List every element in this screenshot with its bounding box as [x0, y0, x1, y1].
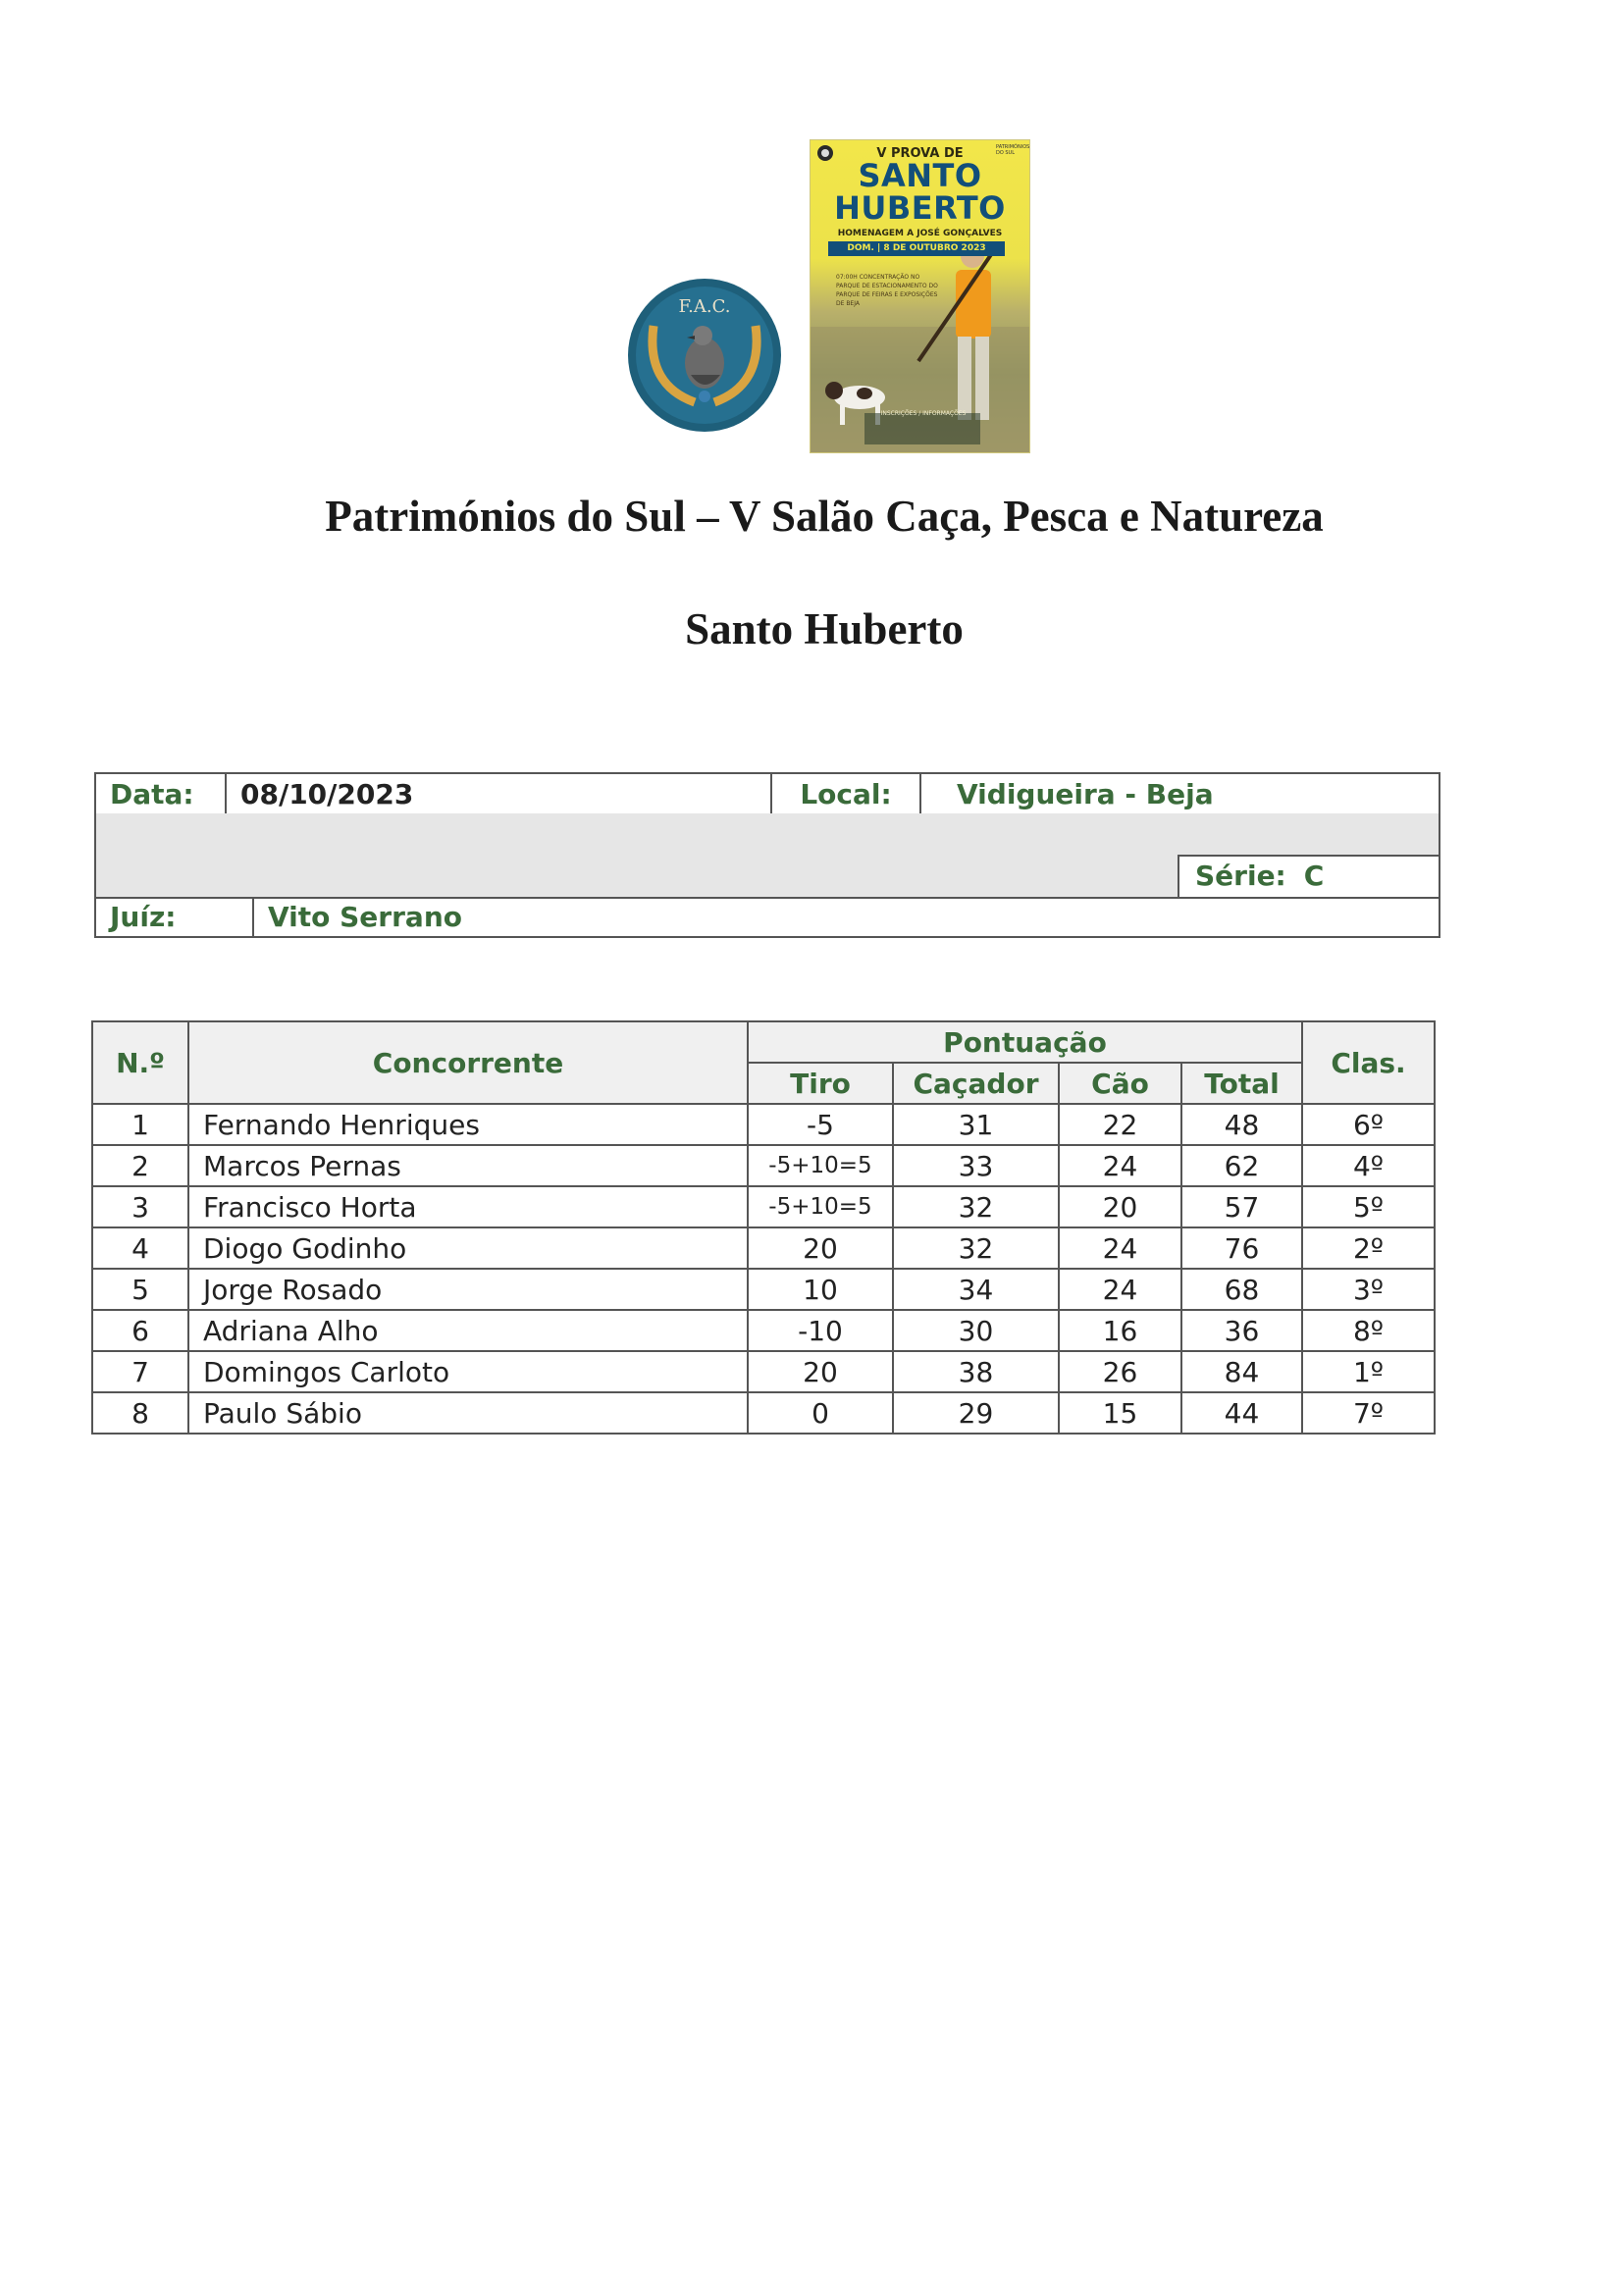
ranking: 6º: [1302, 1104, 1435, 1145]
ranking: 3º: [1302, 1269, 1435, 1310]
row-number: 2: [92, 1145, 188, 1186]
competitor-name: Francisco Horta: [188, 1186, 748, 1227]
poster-title-line1: SANTO: [858, 157, 982, 194]
total-score: 76: [1181, 1227, 1302, 1269]
dog-score: 24: [1059, 1227, 1181, 1269]
header-total: Total: [1181, 1063, 1302, 1104]
dog-score: 15: [1059, 1392, 1181, 1434]
shot-score: 0: [748, 1392, 893, 1434]
hunter-score: 38: [893, 1351, 1059, 1392]
competitor-name: Marcos Pernas: [188, 1145, 748, 1186]
poster-subtitle: HOMENAGEM A JOSÉ GONÇALVES: [837, 229, 1003, 238]
header-shot: Tiro: [748, 1063, 893, 1104]
hunter-score: 32: [893, 1227, 1059, 1269]
dog-score: 16: [1059, 1310, 1181, 1351]
table-row: [92, 1186, 1435, 1227]
total-score: 57: [1181, 1186, 1302, 1227]
total-score: 48: [1181, 1104, 1302, 1145]
competitor-name: Fernando Henriques: [188, 1104, 748, 1145]
header-score: Pontuação: [748, 1021, 1302, 1063]
poster-contacts: INSCRIÇÕES / INFORMAÇÕES: [880, 410, 967, 417]
date-value: 08/10/2023: [240, 777, 414, 810]
ranking: 8º: [1302, 1310, 1435, 1351]
table-row: [92, 1310, 1435, 1351]
header-hunter: Caçador: [893, 1063, 1059, 1104]
poster-top-text: V PROVA DE: [876, 146, 964, 161]
hunter-score: 34: [893, 1269, 1059, 1310]
ranking: 7º: [1302, 1392, 1435, 1434]
row-number: 1: [92, 1104, 188, 1145]
svg-text:F.A.C.: F.A.C.: [678, 296, 731, 317]
total-score: 84: [1181, 1351, 1302, 1392]
hunter-score: 30: [893, 1310, 1059, 1351]
judge-label: Juíz:: [110, 900, 177, 933]
ranking: 2º: [1302, 1227, 1435, 1269]
hunter-score: 33: [893, 1145, 1059, 1186]
poster-date: DOM. | 8 DE OUTUBRO 2023: [828, 241, 1005, 256]
shot-score: -5: [748, 1104, 893, 1145]
poster-corner-text: PATRIMÓNIOS DO SUL: [996, 144, 1030, 156]
row-number: 3: [92, 1186, 188, 1227]
page-subtitle: Santo Huberto: [685, 604, 964, 653]
shot-score: -5+10=5: [748, 1145, 893, 1186]
ranking: 1º: [1302, 1351, 1435, 1392]
hunter-score: 29: [893, 1392, 1059, 1434]
competitor-name: Paulo Sábio: [188, 1392, 748, 1434]
total-score: 36: [1181, 1310, 1302, 1351]
shot-score: -10: [748, 1310, 893, 1351]
shot-score: 20: [748, 1227, 893, 1269]
header-dog: Cão: [1059, 1063, 1181, 1104]
table-row: [92, 1227, 1435, 1269]
table-row: [92, 1104, 1435, 1145]
local-value: Vidigueira - Beja: [957, 777, 1214, 810]
shot-score: -5+10=5: [748, 1186, 893, 1227]
competitor-name: Diogo Godinho: [188, 1227, 748, 1269]
date-label: Data:: [110, 777, 194, 810]
fac-logo: [626, 277, 783, 434]
fac-emblem-icon: [626, 277, 783, 434]
competitor-name: Adriana Alho: [188, 1310, 748, 1351]
table-row: [92, 1351, 1435, 1392]
blank-row: [96, 813, 1439, 857]
row-number: 6: [92, 1310, 188, 1351]
event-info-box: [94, 772, 1440, 938]
poster-info: 07:00H CONCENTRAÇÃO NO PARQUE DE ESTACIONAMENTO DO PARQUE DE FEIRAS E EXPOSIÇÕES DE BEJA: [836, 274, 938, 307]
table-row: [92, 1392, 1435, 1434]
dog-score: 22: [1059, 1104, 1181, 1145]
shot-score: 10: [748, 1269, 893, 1310]
table-row: [92, 1269, 1435, 1310]
event-poster: [810, 139, 1030, 453]
total-score: 68: [1181, 1269, 1302, 1310]
dog-score: 24: [1059, 1269, 1181, 1310]
row-number: 8: [92, 1392, 188, 1434]
header-number: N.º: [92, 1021, 188, 1104]
page-title: Patrimónios do Sul – V Salão Caça, Pesca e Natureza: [325, 492, 1324, 541]
hunter-score: 32: [893, 1186, 1059, 1227]
serie-value: C: [1303, 860, 1325, 892]
dog-score: 26: [1059, 1351, 1181, 1392]
ranking: 4º: [1302, 1145, 1435, 1186]
header-ranking: Clas.: [1302, 1021, 1435, 1104]
row-number: 4: [92, 1227, 188, 1269]
row-number: 5: [92, 1269, 188, 1310]
shot-score: 20: [748, 1351, 893, 1392]
results-table: [91, 1020, 1436, 1435]
table-row: [92, 1145, 1435, 1186]
total-score: 62: [1181, 1145, 1302, 1186]
dog-score: 24: [1059, 1145, 1181, 1186]
municipality-seal-icon: [816, 144, 834, 162]
hunter-score: 31: [893, 1104, 1059, 1145]
competitor-name: Domingos Carloto: [188, 1351, 748, 1392]
total-score: 44: [1181, 1392, 1302, 1434]
serie-label: Série:: [1195, 860, 1286, 892]
ranking: 5º: [1302, 1186, 1435, 1227]
poster-title-line2: HUBERTO: [834, 189, 1006, 227]
dog-score: 20: [1059, 1186, 1181, 1227]
header-competitor: Concorrente: [188, 1021, 748, 1104]
competitor-name: Jorge Rosado: [188, 1269, 748, 1310]
blank-cell: [96, 855, 1179, 897]
row-number: 7: [92, 1351, 188, 1392]
judge-value: Vito Serrano: [268, 900, 462, 933]
local-label: Local:: [800, 777, 892, 810]
